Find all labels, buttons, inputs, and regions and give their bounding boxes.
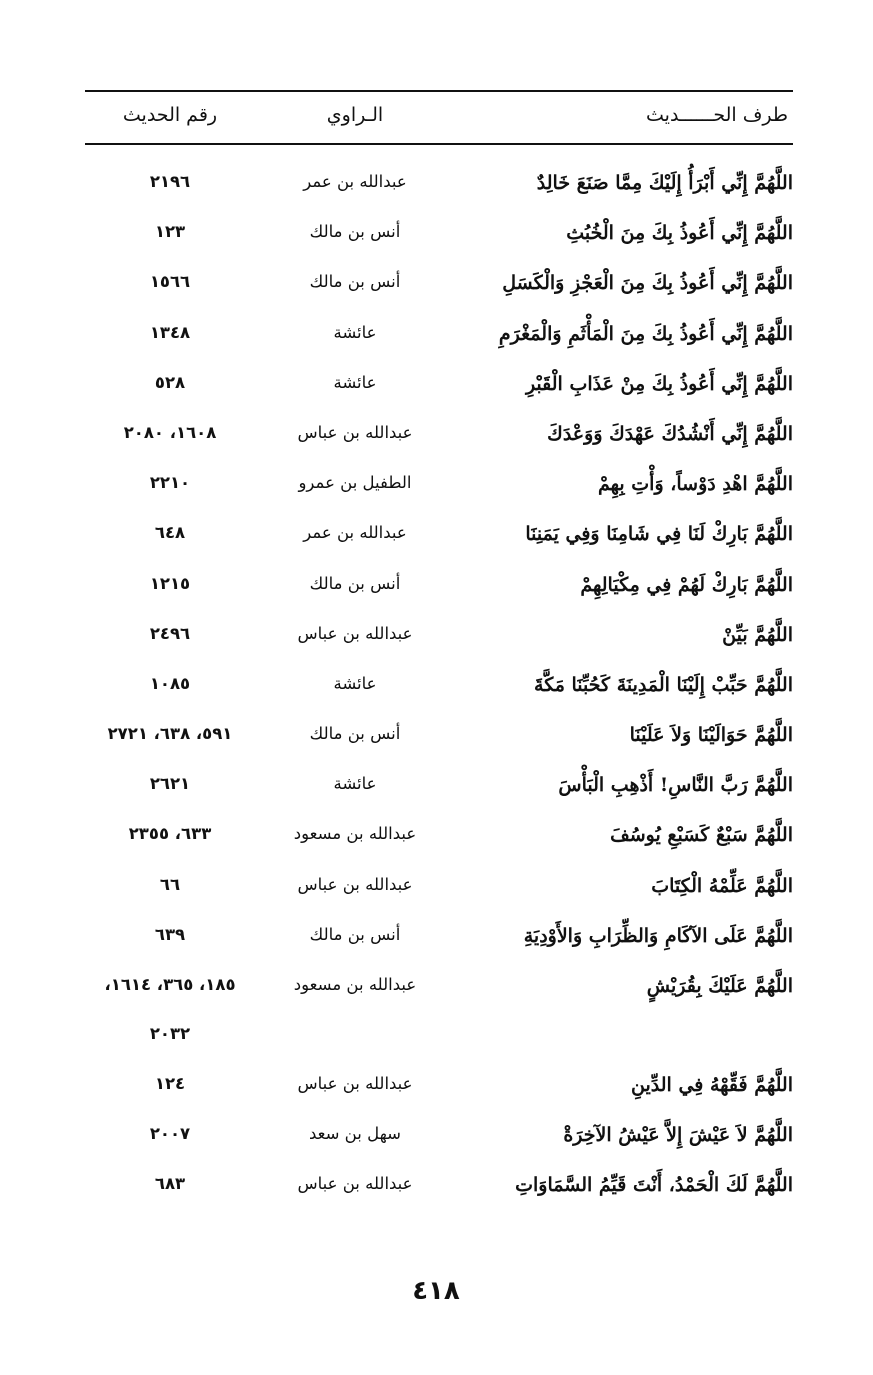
hadith-number: ٢٢١٠: [149, 473, 191, 493]
hadith-number: ٢٤٩٦: [149, 623, 191, 643]
hadith-text: اللَّهُمَّ بَارِكْ لَهُمْ فِي مِكْيَالِهِمْ: [580, 573, 793, 596]
rawi-name: عبدالله بن عباس: [297, 623, 413, 643]
rawi-name: عائشة: [333, 673, 377, 693]
hadith-text: اللَّهُمَّ حَبِّبْ إِلَيْنَا الْمَدِينَةَ كَحُبِّنَا مَكَّةَ: [534, 673, 793, 696]
rawi-name: عائشة: [333, 774, 377, 794]
table-row: [85, 664, 793, 714]
hadith-number: ٥٩١، ٦٣٨، ٢٧٢١: [107, 724, 233, 744]
hadith-number: ١٢٤: [154, 1074, 186, 1093]
rawi-name: عبدالله بن مسعود: [293, 824, 417, 844]
rawi-name: الطفيل بن عمرو: [298, 473, 412, 493]
table-row: [85, 1164, 793, 1214]
hadith-number: ٦٣٩: [154, 924, 186, 944]
table-row: [85, 413, 793, 463]
hadith-number: ٦٨٣: [154, 1174, 186, 1194]
hadith-number: ٦٦: [159, 874, 181, 894]
hadith-text: اللَّهُمَّ عَلِّمْهُ الْكِتَابَ: [651, 874, 793, 897]
hadith-text: اللَّهُمَّ لَكَ الْحَمْدُ، أَنْتَ قَيِّمُ السَّمَاوَاتِ: [515, 1174, 793, 1197]
table-row: [85, 764, 793, 814]
rawi-name: عائشة: [333, 322, 377, 342]
rawi-name: أنس بن مالك: [309, 724, 401, 744]
rawi-name: أنس بن مالك: [309, 573, 401, 593]
header-number: رقم الحديث: [122, 104, 218, 126]
rawi-name: عبدالله بن عباس: [297, 422, 413, 442]
row-continuation-number: ٢٠٣٢: [149, 1024, 191, 1043]
hadith-text: اللَّهُمَّ إِنِّي أَعُوذُ بِكَ مِنَ الْخُبُثِ: [566, 222, 793, 245]
hadith-text: اللَّهُمَّ عَلَى الآكَامِ وَالظِّرَابِ وَالأَوْدِيَةِ: [523, 924, 793, 947]
hadith-text: اللَّهُمَّ إِنِّي أَعُوذُ بِكَ مِنْ عَذَابِ الْقَبْرِ: [525, 372, 793, 395]
hadith-text: اللَّهُمَّ إِنِّي أَبْرَأُ إِلَيْكَ مِمَّا صَنَعَ خَالِدٌ: [536, 172, 793, 194]
hadith-table-continued: [85, 1064, 793, 1215]
hadith-text: اللَّهُمَّ حَوَالَيْنَا وَلاَ عَلَيْنَا: [629, 724, 793, 747]
rawi-name: عبدالله بن عباس: [297, 1074, 413, 1093]
hadith-number: ١٢١٥: [149, 573, 191, 593]
hadith-number: ١٥٦٦: [149, 272, 191, 292]
table-row: [85, 564, 793, 614]
table-row: [85, 714, 793, 764]
hadith-number: ١٢٣: [154, 222, 186, 242]
hadith-table: [85, 162, 793, 1015]
table-row: [85, 363, 793, 413]
top-rule: [85, 90, 793, 92]
hadith-number: ٦٤٨: [154, 523, 186, 543]
hadith-text: اللَّهُمَّ بَارِكْ لَنَا فِي شَامِنَا وَفِي يَمَنِنَا: [525, 523, 793, 546]
hadith-number: ١٦٠٨، ٢٠٨٠: [123, 422, 217, 442]
hadith-text: اللَّهُمَّ اهْدِ دَوْساً، وَأْتِ بِهِمْ: [597, 473, 793, 496]
rawi-name: أنس بن مالك: [309, 222, 401, 242]
table-row: [85, 313, 793, 363]
rawi-name: عبدالله بن عمر: [303, 172, 407, 191]
hadith-number: ٢١٩٦: [149, 172, 191, 191]
rawi-name: أنس بن مالك: [309, 272, 401, 292]
rawi-name: سهل بن سعد: [308, 1124, 401, 1144]
header-hadith: طرف الحــــــديث: [646, 104, 788, 126]
hadith-number: ١٨٥، ٣٦٥، ١٦١٤،: [104, 975, 236, 994]
table-row: [85, 814, 793, 864]
rawi-name: عائشة: [333, 372, 377, 392]
hadith-text: اللَّهُمَّ فَقِّهْهُ فِي الدِّينِ: [631, 1074, 793, 1096]
table-row: [85, 162, 793, 212]
hadith-number: ٢٠٠٧: [149, 1124, 191, 1144]
hadith-text: اللَّهُمَّ إِنِّي أَعُوذُ بِكَ مِنَ الْمَأْثَمِ وَالْمَغْرَمِ: [498, 322, 793, 345]
table-row: [85, 513, 793, 563]
table-row: [85, 965, 793, 1015]
hadith-text: اللَّهُمَّ بَيِّنْ: [722, 623, 793, 646]
hadith-text: اللَّهُمَّ لاَ عَيْشَ إِلاَّ عَيْشُ الآخِرَةْ: [563, 1124, 793, 1147]
rawi-name: عبدالله بن مسعود: [293, 975, 417, 994]
table-row: [85, 1064, 793, 1114]
rawi-name: عبدالله بن عباس: [297, 874, 413, 894]
hadith-text: اللَّهُمَّ إِنِّي أَعُوذُ بِكَ مِنَ الْعَجْزِ وَالْكَسَلِ: [502, 272, 793, 295]
hadith-number: ٦٣٣، ٢٣٥٥: [128, 824, 212, 844]
table-row: [85, 463, 793, 513]
table-row: [85, 1114, 793, 1164]
hadith-number: ١٣٤٨: [149, 322, 191, 342]
hadith-text: اللَّهُمَّ عَلَيْكَ بِقُرَيْشٍ: [646, 975, 793, 997]
table-row: [85, 865, 793, 915]
hadith-text: اللَّهُمَّ رَبَّ النَّاسِ! أَذْهِبِ الْبَأْسَ: [558, 774, 793, 797]
table-row: [85, 262, 793, 312]
rawi-name: عبدالله بن عباس: [297, 1174, 413, 1194]
header-rawi: الـراوي: [326, 104, 384, 126]
rawi-name: عبدالله بن عمر: [303, 523, 407, 543]
table-row: [85, 212, 793, 262]
table-row: [85, 614, 793, 664]
header-rule: [85, 143, 793, 145]
hadith-number: ٢٦٢١: [149, 774, 191, 794]
table-row: [85, 915, 793, 965]
page-number: ٤١٨: [412, 1276, 460, 1306]
hadith-number: ١٠٨٥: [149, 673, 191, 693]
hadith-text: اللَّهُمَّ سَبْعٌ كَسَبْعِ يُوسُفَ: [610, 824, 793, 847]
hadith-number: ٥٢٨: [154, 372, 186, 392]
hadith-text: اللَّهُمَّ إِنِّي أَنْشُدُكَ عَهْدَكَ وَوَعْدَكَ: [547, 422, 793, 445]
rawi-name: أنس بن مالك: [309, 924, 401, 944]
